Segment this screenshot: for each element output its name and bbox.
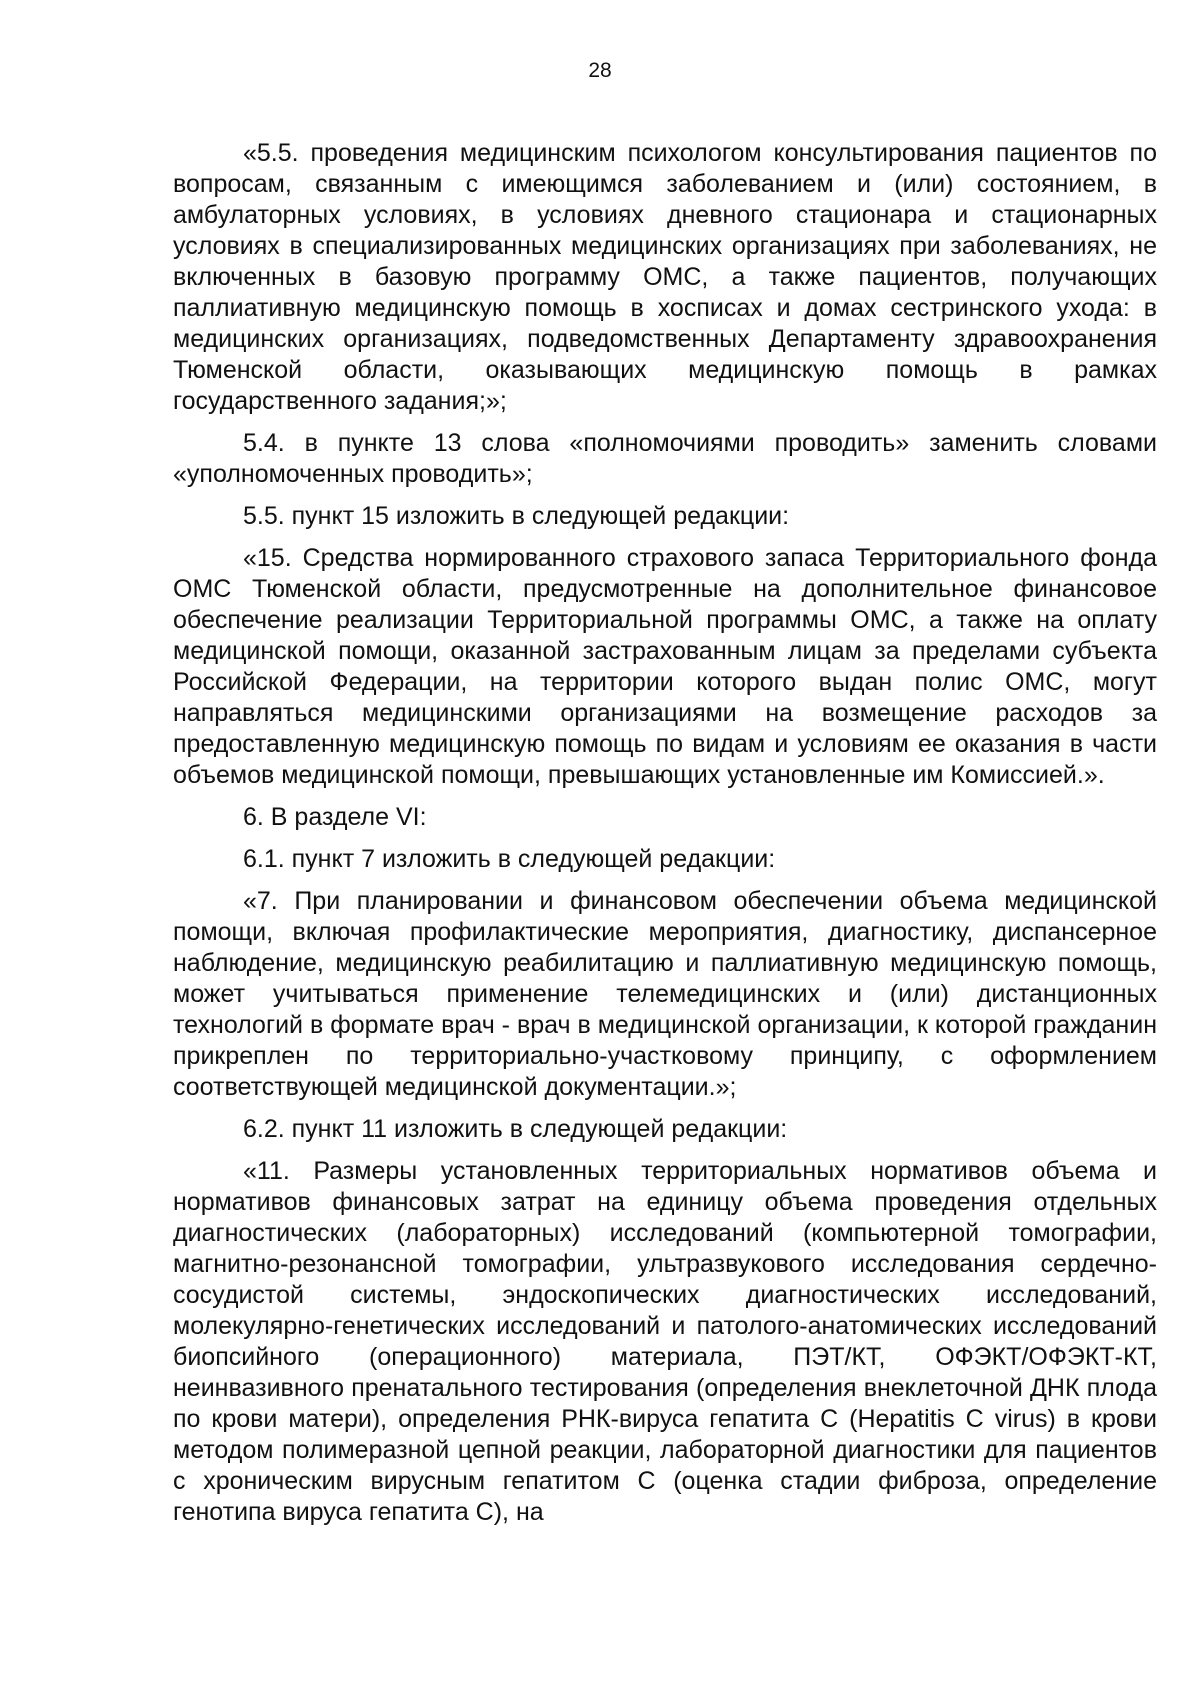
paragraph-15: «15. Средства нормированного страхового запаса Территориального фонда ОМС Тюменской области, предусмотренные на дополнительное финансовое обеспечение реализации Территориальной программы ОМС, а также на оплату медицинской помощи, оказанной застрахованным лицам за пределами субъекта Российской Федерации, на территории которого выдан полис ОМС, могут направляться медицинскими организациями на возмещение расходов за предоставленную медицинскую помощь по видам и условиям ее оказания в части объемов медицинской помощи, превышающих установленные им Комиссией.». bbox=[173, 544, 1157, 789]
paragraph-6-2: 6.2. пункт 11 изложить в следующей редакции: bbox=[243, 1115, 788, 1143]
page-number: 28 bbox=[588, 59, 612, 82]
paragraph-5-5: 5.5. пункт 15 изложить в следующей редакции: bbox=[243, 502, 790, 530]
paragraph-11: «11. Размеры установленных территориальных нормативов объема и нормативов финансовых затрат на единицу объема проведения отдельных диагностических (лабораторных) исследований (компьютерной томографии, магнитно-резонансной томографии, ультразвукового исследования сердечно-сосудистой системы, эндоскопических диагностических исследований, молекулярно-генетических исследований и патолого-анатомических исследований биопсийного (операционного) материала, ПЭТ/КТ, ОФЭКТ/ОФЭКТ-КТ, неинвазивного пренатального тестирования (определения внеклеточной ДНК плода по крови матери), определения РНК-вируса гепатита С (Hepatitis C virus) в крови методом полимеразной цепной реакции, лабораторной диагностики для пациентов с хроническим вирусным гепатитом С (оценка стадии фиброза, определение генотипа вируса гепатита С), на bbox=[173, 1157, 1157, 1526]
paragraph-7: «7. При планировании и финансовом обеспечении объема медицинской помощи, включая профилактические мероприятия, диагностику, диспансерное наблюдение, медицинскую реабилитацию и паллиативную медицинскую помощь, может учитываться применение телемедицинских и (или) дистанционных технологий в формате врач - врач в медицинской организации, к которой гражданин прикреплен по территориально-участковому принципу, с оформлением соответствующей медицинской документации.»; bbox=[173, 887, 1157, 1101]
paragraph-section-6: 6. В разделе VI: bbox=[243, 803, 427, 831]
paragraph-5-5-psychologist: «5.5. проведения медицинским психологом консультирования пациентов по вопросам, связанным с имеющимся заболеванием и (или) состоянием, в амбулаторных условиях, в условиях дневного стационара и стационарных условиях в специализированных медицинских организациях при заболеваниях, не включенных в базовую программу ОМС, а также пациентов, получающих паллиативную медицинскую помощь в хосписах и домах сестринского ухода: в медицинских организациях, подведомственных Департаменту здравоохранения Тюменской области, оказывающих медицинскую помощь в рамках государственного задания;»; bbox=[173, 139, 1157, 415]
paragraph-6-1: 6.1. пункт 7 изложить в следующей редакции: bbox=[243, 845, 776, 873]
document-body bbox=[173, 138, 1157, 1528]
paragraph-5-4: 5.4. в пункте 13 слова «полномочиями проводить» заменить словами «уполномоченных проводить»; bbox=[173, 429, 1157, 488]
